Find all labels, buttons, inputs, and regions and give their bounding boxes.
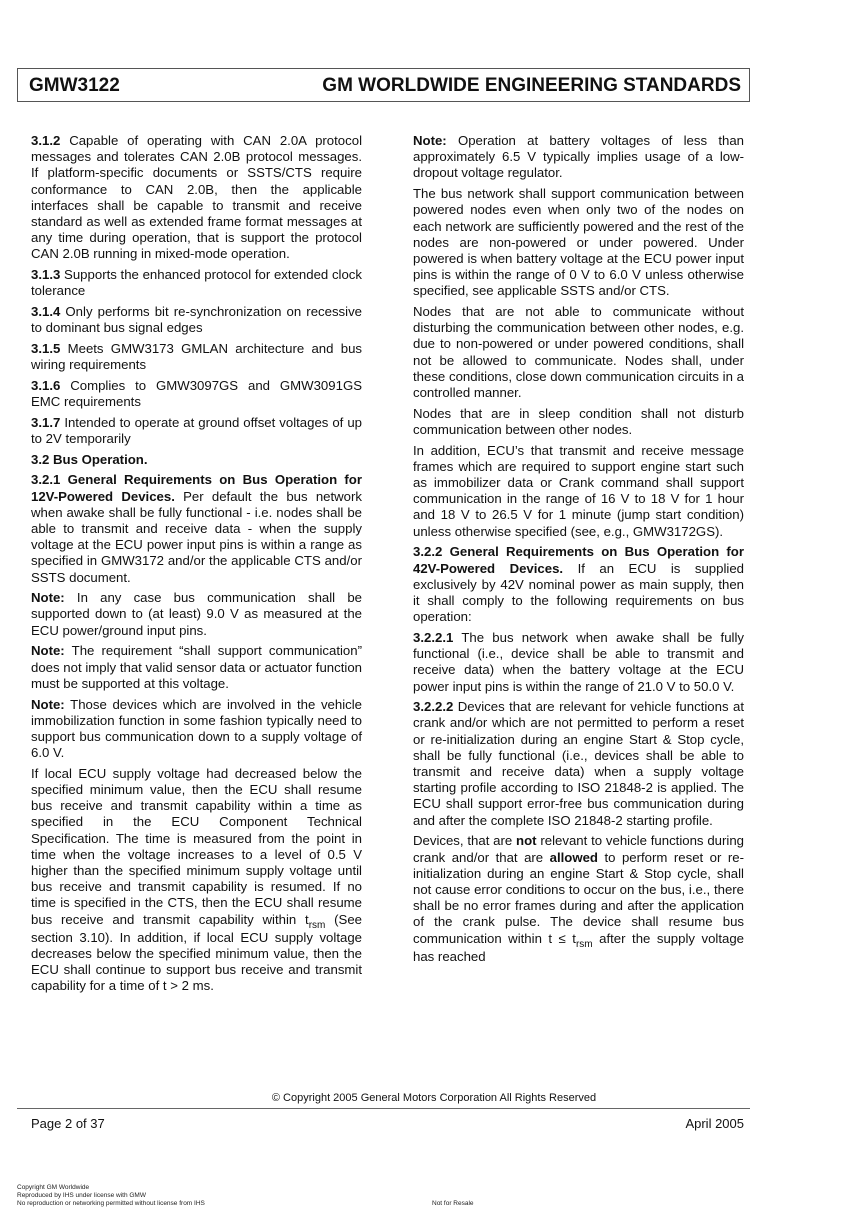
- license-line: Reproduced by IHS under license with GMW: [17, 1192, 146, 1199]
- paragraph: [31, 378, 362, 410]
- standard-title: GM WORLDWIDE ENGINEERING STANDARDS: [322, 75, 741, 96]
- document-id: GMW3122: [29, 75, 120, 96]
- paragraph-text: Nodes that are in sleep condition shall not disturb communication between other nodes.: [413, 405, 744, 437]
- paragraph-text: Devices, that are: [413, 833, 517, 849]
- footer-divider: [17, 1108, 750, 1109]
- paragraph-text: Capable of operating with CAN 2.0A protocol messages and tolerates CAN 2.0B protocol messages. If platform-specific documents or SSTS/CTS require conformance to CAN 2.0B, then the applicable interfaces shall be capable to transmit and receive standard as well as extended frame format messages at any time during operation, that is support the protocol CAN 2.0B running in mixed-mode operation.: [31, 133, 362, 262]
- paragraph: [413, 833, 744, 965]
- paragraph: [413, 186, 744, 299]
- note: [31, 697, 362, 762]
- section-heading: [31, 452, 362, 468]
- paragraph: [31, 415, 362, 447]
- paragraph-text: Per default the bus network when awake shall be fully functional - i.e. nodes shall be able to transmit and receive data - when the supply voltage at the ECU power input pins is within a range as specified in GMW3172 and/or the applicable CTS and/or SSTS document.: [31, 488, 362, 585]
- paragraph-text: Meets GMW3173 GMLAN architecture and bus wiring requirements: [31, 340, 362, 373]
- paragraph-text: Only performs bit re-synchronization on recessive to dominant bus signal edges: [31, 304, 362, 336]
- note-label: Note:: [31, 590, 65, 606]
- paragraph: [31, 133, 362, 263]
- paragraph-text: to perform reset or re-initialization during an engine Start & Stop cycle, shall not cause error conditions to occur on the bus, i.e., there shall be no error frames during and after the application of the crank pulse. The device shall resume bus communication within t ≤ t: [413, 849, 744, 946]
- license-notice: [17, 1184, 205, 1208]
- resale-notice: Not for Resale: [432, 1200, 474, 1207]
- paragraph: [413, 544, 744, 625]
- section-number: 3.2.2.2: [413, 699, 454, 715]
- paragraph-text: The requirement “shall support communication” does not imply that valid sensor data or actuator function must be supported at this voltage.: [31, 643, 362, 691]
- subscript: rsm: [575, 938, 593, 950]
- paragraph-text: The bus network shall support communication between powered nodes even when only two of the nodes on each network are sufficiently powered and the rest of the nodes are non-powered or under powered. Under powered is when battery voltage at the ECU power input pins is within the range of 0 V to 6.0 V unless otherwise specified, see applicable SSTS and/or CTS.: [413, 186, 744, 299]
- note: [413, 133, 744, 182]
- note-label: Note:: [413, 133, 447, 148]
- paragraph: [31, 766, 362, 995]
- section-number: 3.1.3: [31, 267, 61, 283]
- emphasis: not: [516, 833, 537, 849]
- publication-date: April 2005: [685, 1116, 744, 1131]
- section-number: 3.2.2.1: [413, 629, 454, 645]
- paragraph: [413, 406, 744, 438]
- paragraph: [413, 630, 744, 695]
- note: [31, 590, 362, 639]
- emphasis: allowed: [549, 849, 598, 865]
- paragraph-text: Devices that are relevant for vehicle functions at crank and/or which are not permitted to perform a reset or re-initialization during an engine Start & Stop cycle, shall be fully functional (i.e., devices shall be able to transmit and receive data) when a supply voltage starting profile according to ISO 21848-2 is applied. The ECU shall support error-free bus communication during and after the complete ISO 21848-2 starting profile.: [413, 699, 744, 828]
- paragraph-text: In any case bus communication shall be supported down to (at least) 9.0 V as measured at the ECU power/ground input pins.: [31, 590, 362, 638]
- section-title: 3.2 Bus Operation.: [31, 451, 148, 467]
- subscript: rsm: [308, 919, 326, 931]
- section-number: 3.1.6: [31, 377, 61, 393]
- paragraph-text: Intended to operate at ground offset voltages of up to 2V temporarily: [31, 414, 362, 446]
- section-number: 3.1.5: [31, 340, 61, 356]
- page-number: Page 2 of 37: [31, 1116, 105, 1131]
- left-column: [31, 133, 362, 999]
- paragraph: [413, 443, 744, 540]
- section-title: 3.2.2 General Requirements on Bus Operation for 42V-Powered Devices.: [413, 544, 744, 576]
- paragraph: [413, 699, 744, 829]
- paragraph-text: Complies to GMW3097GS and GMW3091GS EMC requirements: [31, 377, 362, 410]
- paragraph: [31, 267, 362, 299]
- note-label: Note:: [31, 696, 65, 712]
- paragraph-text: Nodes that are not able to communicate without disturbing the communication between other nodes, e.g. due to non-powered or under powered conditions, shall not be allowed to communicate. Nodes shall, under these conditions, close down communication circuits in a controlled manner.: [413, 304, 744, 401]
- paragraph-text: If local ECU supply voltage had decreased below the specified minimum value, then the ECU shall resume bus receive and transmit capability within a time as specified in the ECU Component Technical Specification. The time is measured from the point in time when the voltage increases to a level of 0.5 V higher than the specified minimum supply voltage until bus receive and transmit capability is resumed. If no time is specified in the CTS, then the ECU shall resume bus receive and transmit capability within t: [31, 765, 362, 927]
- paragraph: [413, 304, 744, 401]
- page-header: [17, 68, 750, 102]
- paragraph-text: If an ECU is supplied exclusively by 42V nominal power as main supply, then it shall comply to the following requirements on bus operation:: [413, 560, 745, 625]
- paragraph-text: In addition, ECU’s that transmit and receive message frames which are required to support engine start such as immobilizer data or Crank command shall support communication in the range of 16 V to 18 V for 1 hour and 18 V to 26.5 V for 1 minute (jump start condition) unless otherwise specified (see, e.g., GMW3172GS).: [413, 442, 744, 539]
- note-label: Note:: [31, 643, 65, 659]
- paragraph-text: relevant to vehicle functions during crank and/or that are: [413, 833, 744, 865]
- section-title: 3.2.1 General Requirements on Bus Operation for 12V-Powered Devices.: [31, 472, 362, 504]
- section-number: 3.1.7: [31, 414, 61, 430]
- note: [31, 643, 362, 692]
- license-line: No reproduction or networking permitted without license from IHS: [17, 1200, 205, 1207]
- paragraph-text: Supports the enhanced protocol for extended clock tolerance: [31, 267, 362, 299]
- section-number: 3.1.2: [31, 133, 61, 148]
- license-line: Copyright GM Worldwide: [17, 1184, 90, 1191]
- paragraph-text: Operation at battery voltages of less than approximately 6.5 V typically implies usage of a low-dropout voltage regulator.: [413, 133, 744, 181]
- paragraph-text: (See section 3.10). In addition, if local ECU supply voltage decreases below the specified minimum value, then the ECU shall continue to support bus receive and transmit capability for a time of t > 2 ms.: [31, 911, 362, 994]
- paragraph-text: Those devices which are involved in the vehicle immobilization function in some fashion typically need to support bus communication down to a supply voltage of 6.0 V.: [31, 696, 362, 761]
- right-column: [413, 133, 744, 969]
- paragraph: [31, 472, 362, 585]
- section-number: 3.1.4: [31, 304, 61, 320]
- paragraph: [31, 304, 362, 336]
- paragraph: [31, 341, 362, 373]
- copyright-notice: © Copyright 2005 General Motors Corporation All Rights Reserved: [271, 1092, 597, 1104]
- paragraph-text: The bus network when awake shall be fully functional (i.e., device shall be able to transmit and receive data) when the battery voltage at the ECU power input pins is within the range of 21.0 V to 50.0 V.: [413, 629, 744, 694]
- paragraph-text: after the supply voltage has reached: [413, 930, 744, 964]
